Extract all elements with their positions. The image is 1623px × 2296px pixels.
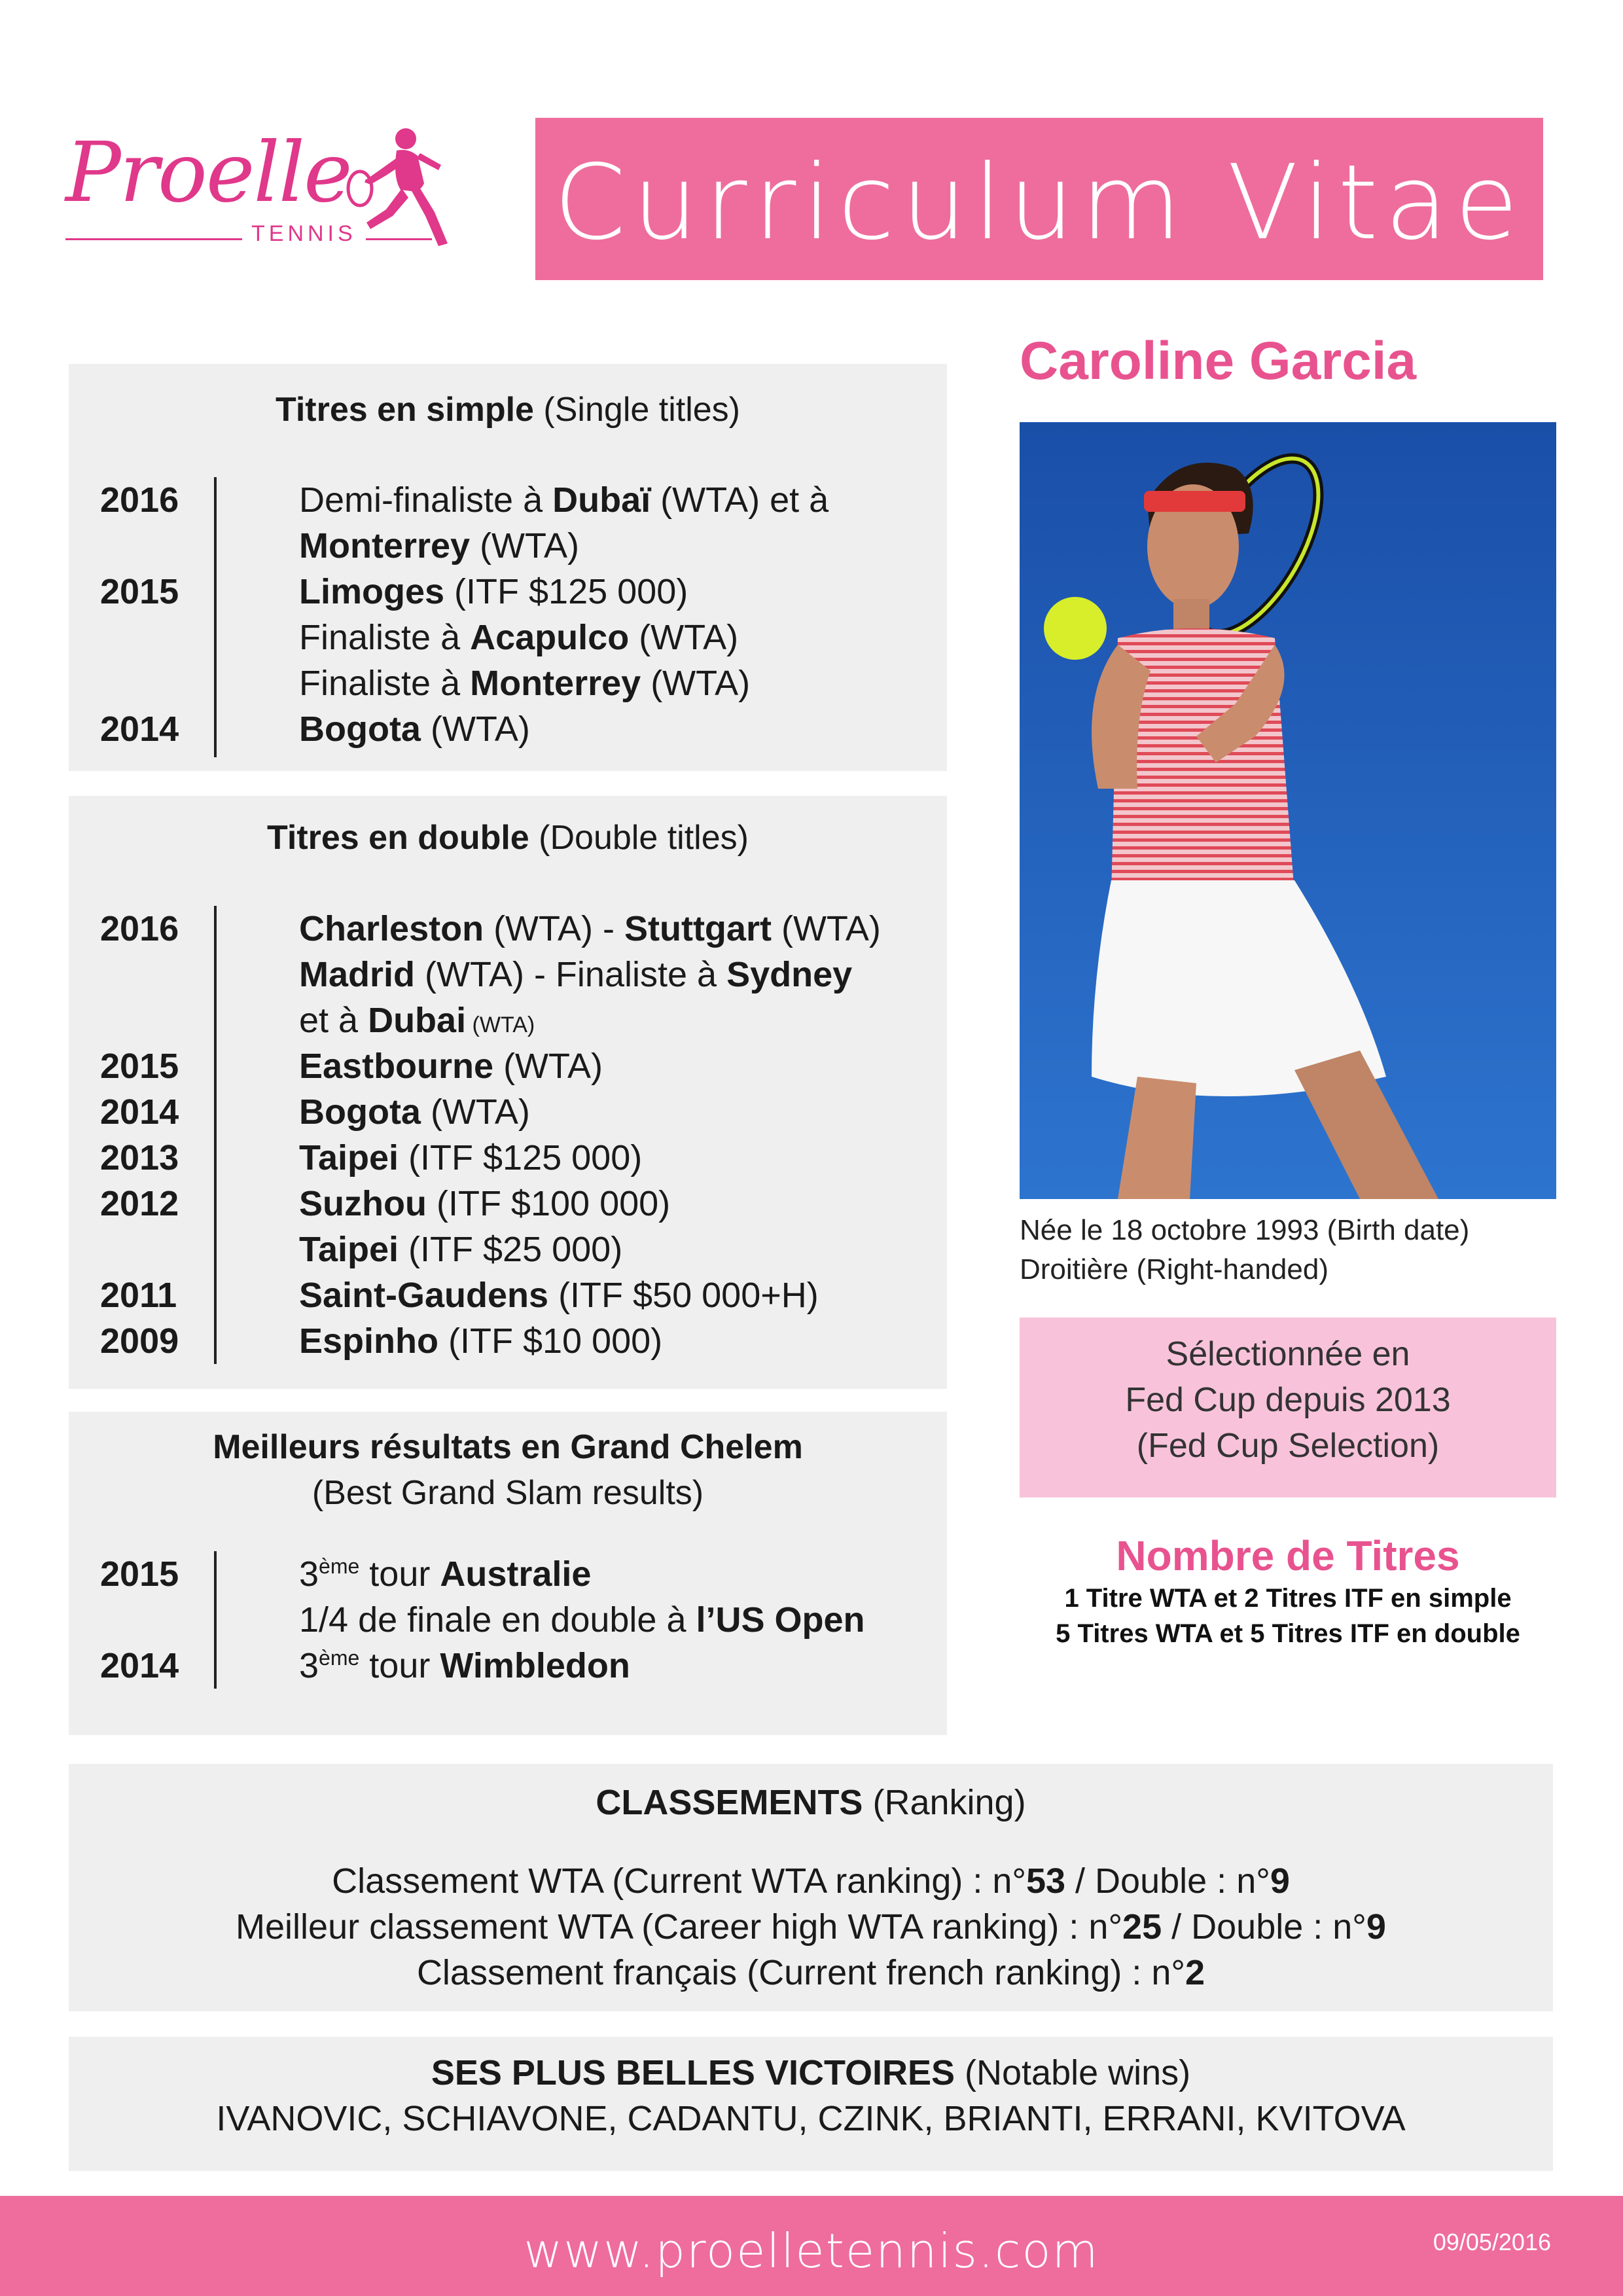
grand-slam-heading [69, 1427, 947, 1467]
entry-line [299, 997, 881, 1043]
text-segment: (ITF $100 000) [426, 1184, 671, 1223]
entry-line [299, 906, 881, 952]
text-segment: (WTA) [466, 1013, 535, 1037]
notable-wins-panel [69, 2037, 1553, 2171]
notable-wins-heading-rest: (Notable wins) [955, 2053, 1191, 2092]
text-segment: (ITF $125 000) [399, 1138, 643, 1177]
year-cell [100, 660, 211, 706]
text-segment: Demi-finaliste à [299, 480, 553, 520]
page-title: Curriculum Vitae [554, 143, 1525, 263]
text-segment: 9 [1270, 1861, 1290, 1901]
year-cell [100, 997, 211, 1043]
year-cell [100, 1227, 211, 1272]
titles-count-double: 5 Titres WTA et 5 Titres ITF en double [1056, 1619, 1520, 1648]
double-years [100, 906, 211, 1364]
logo-sub: TENNIS [242, 221, 366, 247]
text-segment: tour [359, 1646, 440, 1685]
text-segment: Wimbledon [440, 1646, 630, 1685]
year-cell: 2014 [100, 709, 179, 749]
notable-wins-heading-bold: SES PLUS BELLES VICTOIRES [431, 2053, 955, 2092]
text-segment: (WTA) [641, 664, 751, 703]
handedness: Droitière (Right-handed) [1020, 1253, 1329, 1285]
single-titles-panel [69, 364, 947, 771]
text-segment: (WTA) [629, 618, 739, 657]
ranking-panel [69, 1764, 1553, 2011]
text-segment: Charleston [299, 909, 484, 948]
text-segment: et à [299, 1001, 368, 1040]
entry-line [299, 1181, 881, 1227]
double-titles-heading-bold: Titres en double [267, 819, 529, 857]
year-cell: 2014 [100, 1646, 179, 1685]
text-segment: (WTA) - Finaliste à [415, 955, 727, 994]
double-titles-panel [69, 796, 947, 1389]
single-titles-heading-bold: Titres en simple [276, 391, 534, 429]
fed-cup-line-3: (Fed Cup Selection) [1136, 1427, 1440, 1465]
header-banner [535, 118, 1543, 280]
tennis-player-icon [340, 124, 465, 255]
grand-slam-panel [69, 1412, 947, 1735]
double-lines [299, 906, 881, 1364]
text-segment: Bogota [299, 1092, 421, 1132]
text-segment: Monterrey [299, 526, 471, 565]
year-cell: 2009 [100, 1321, 179, 1361]
text-segment: l’US Open [696, 1600, 865, 1640]
entry-line [299, 660, 829, 706]
text-segment: Classement WTA (Current WTA ranking) : n° [332, 1861, 1026, 1901]
grand-slam-subtitle: (Best Grand Slam results) [312, 1474, 704, 1512]
entry-line [299, 477, 829, 523]
text-segment: Limoges [299, 572, 445, 611]
document-date: 09/05/2016 [1433, 2229, 1551, 2255]
fed-cup-line-2: Fed Cup depuis 2013 [1125, 1381, 1451, 1419]
text-segment: Taipei [299, 1138, 399, 1177]
text-segment: Suzhou [299, 1184, 427, 1223]
text-segment: Australie [440, 1554, 592, 1594]
fed-cup-line-1: Sélectionnée en [1166, 1335, 1410, 1373]
website-link[interactable]: www.proelletennis.com [524, 2223, 1099, 2278]
text-segment: 3 [299, 1554, 319, 1594]
player-photo-illustration [1020, 422, 1556, 1199]
text-segment: 25 [1122, 1907, 1162, 1946]
entry-line [299, 1043, 881, 1089]
double-divider [214, 906, 217, 1364]
year-cell [100, 523, 211, 569]
ranking-heading [69, 1782, 1553, 1823]
text-segment: tour [359, 1554, 440, 1594]
text-segment: / Double : n° [1162, 1907, 1366, 1946]
year-cell [100, 615, 211, 660]
text-segment: Saint-Gaudens [299, 1276, 549, 1315]
text-segment: (WTA) [420, 1092, 530, 1132]
year-cell: 2011 [100, 1276, 177, 1315]
text-segment: Finaliste à [299, 618, 471, 657]
slam-years [100, 1551, 211, 1689]
entry-line [299, 569, 829, 615]
text-segment: Taipei [299, 1230, 399, 1269]
text-segment: Bogota [299, 709, 421, 749]
text-segment: (WTA) [771, 909, 881, 948]
text-segment: Classement français (Current french ranking) : n° [416, 1953, 1185, 1992]
double-titles-heading [69, 818, 947, 857]
single-titles-heading-rest: (Single titles) [533, 391, 740, 429]
text-segment: 9 [1366, 1907, 1386, 1946]
single-lines [299, 477, 829, 752]
text-segment: 53 [1026, 1861, 1066, 1901]
text-segment: (WTA) - [484, 909, 624, 948]
footer-bar [0, 2196, 1623, 2296]
entry-line [299, 952, 881, 997]
year-cell: 2015 [100, 1554, 179, 1594]
titles-count-heading: Nombre de Titres [1116, 1532, 1460, 1579]
notable-wins-names: IVANOVIC, SCHIAVONE, CADANTU, CZINK, BRIANTI, ERRANI, KVITOVA [216, 2099, 1406, 2138]
year-cell: 2012 [100, 1184, 179, 1223]
text-segment: (ITF $125 000) [444, 572, 688, 611]
proelle-logo [65, 124, 458, 262]
titles-count-single: 1 Titre WTA et 2 Titres ITF en simple [1064, 1584, 1512, 1613]
text-segment: Finaliste à [299, 664, 471, 703]
player-bio [1020, 1211, 1469, 1289]
text-segment: (WTA) [420, 709, 530, 749]
text-segment: Sydney [726, 955, 853, 994]
text-segment: (WTA) [493, 1047, 603, 1086]
text-segment: Espinho [299, 1321, 438, 1361]
text-segment: 3 [299, 1646, 319, 1685]
double-titles-heading-rest: (Double titles) [529, 819, 749, 857]
text-segment: ème [319, 1646, 360, 1670]
logo-brand: Proelle [65, 124, 351, 221]
entry-line [299, 1089, 881, 1135]
text-segment: Madrid [299, 955, 416, 994]
ranking-heading-rest: (Ranking) [863, 1783, 1026, 1822]
grand-slam-title: Meilleurs résultats en Grand Chelem [213, 1428, 803, 1466]
notable-wins-heading [69, 2053, 1553, 2093]
text-segment: Eastbourne [299, 1047, 494, 1086]
player-photo [1020, 422, 1556, 1199]
entry-line [299, 1643, 865, 1689]
text-segment: Stuttgart [624, 909, 772, 948]
entry-line [299, 615, 829, 660]
player-name: Caroline Garcia [1020, 331, 1417, 391]
text-segment: 2 [1185, 1953, 1205, 1992]
entry-line [299, 1551, 865, 1597]
ranking-line [69, 1861, 1553, 1901]
ranking-line [69, 1907, 1553, 1947]
text-segment: (ITF $10 000) [438, 1321, 663, 1361]
text-segment: 1/4 de finale en double à [299, 1600, 696, 1640]
year-cell: 2014 [100, 1092, 179, 1132]
single-titles-heading [69, 390, 947, 429]
year-cell: 2016 [100, 480, 179, 520]
text-segment: Monterrey [470, 664, 641, 703]
text-segment: / Double : n° [1065, 1861, 1270, 1901]
year-cell [100, 1597, 211, 1643]
entry-line [299, 1227, 881, 1272]
text-segment: (ITF $25 000) [399, 1230, 623, 1269]
entry-line [299, 1272, 881, 1318]
ranking-heading-bold: CLASSEMENTS [596, 1783, 863, 1822]
birth-date: Née le 18 octobre 1993 (Birth date) [1020, 1214, 1470, 1246]
entry-line [299, 1597, 865, 1643]
slam-lines [299, 1551, 865, 1689]
text-segment: Meilleur classement WTA (Career high WTA ranking) : n° [236, 1907, 1123, 1946]
year-cell: 2015 [100, 1047, 179, 1086]
entry-line [299, 523, 829, 569]
year-cell: 2013 [100, 1138, 179, 1177]
entry-line [299, 1135, 881, 1181]
fed-cup-box [1020, 1318, 1556, 1498]
text-segment: Dubaï [552, 480, 651, 520]
year-cell: 2015 [100, 572, 179, 611]
text-segment: ème [319, 1554, 360, 1578]
slam-divider [214, 1551, 217, 1689]
year-cell [100, 952, 211, 997]
text-segment: (ITF $50 000+H) [548, 1276, 819, 1315]
single-divider [214, 477, 217, 757]
year-cell: 2016 [100, 909, 179, 948]
single-years [100, 477, 211, 752]
text-segment: (WTA) [470, 526, 579, 565]
text-segment: Acapulco [470, 618, 630, 657]
entry-line [299, 1318, 881, 1364]
entry-line [299, 706, 829, 752]
text-segment: (WTA) et à [651, 480, 829, 520]
text-segment: Dubai [368, 1001, 467, 1040]
ranking-line [69, 1952, 1553, 1993]
